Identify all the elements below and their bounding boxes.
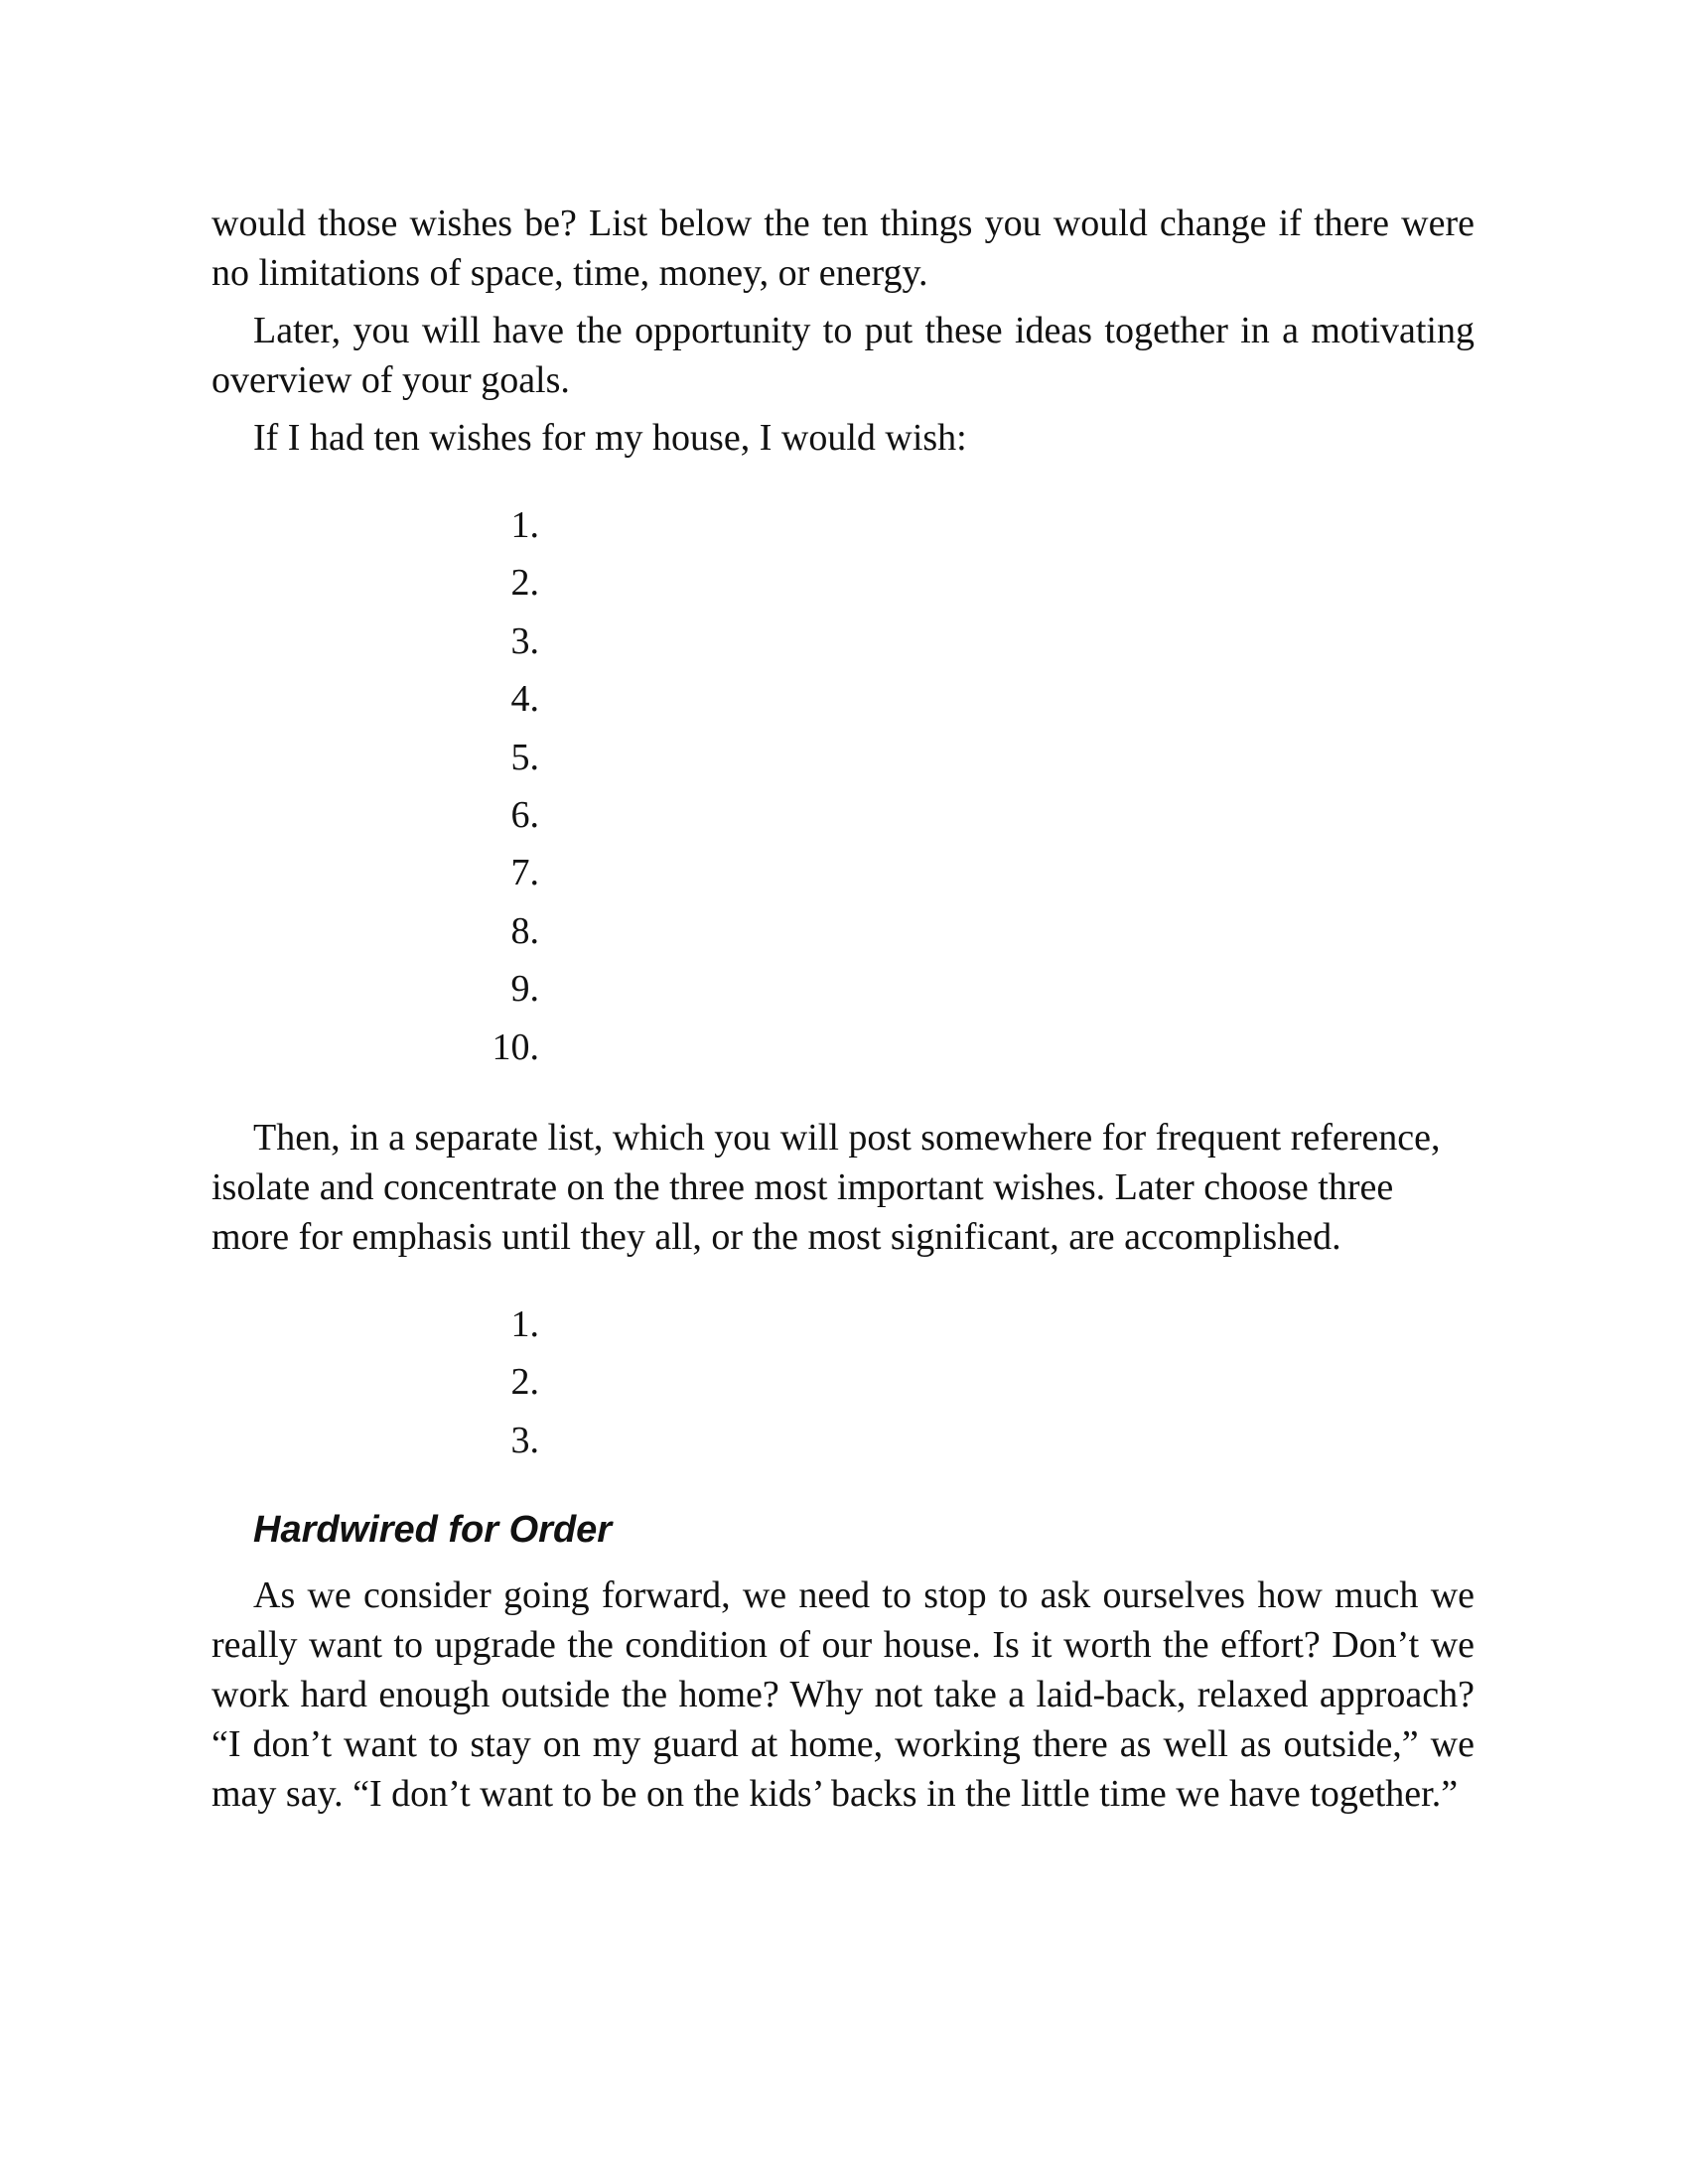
list-number: 10. <box>492 1025 539 1068</box>
list-item <box>211 786 1475 844</box>
list-item <box>211 1019 1475 1076</box>
list-number: 4. <box>510 678 539 721</box>
list-item <box>211 960 1475 1018</box>
list-number: 5. <box>510 736 539 778</box>
list-number: 7. <box>510 852 539 894</box>
list-item <box>211 1412 1475 1469</box>
document-page <box>211 199 1475 1819</box>
list-item <box>211 613 1475 670</box>
top-three-list <box>211 1296 1475 1469</box>
list-item <box>211 902 1475 960</box>
paragraph-wishes-intro: would those wishes be? List below the ten things you would change if there were no limitations of space, time, money, or energy. <box>211 203 1475 294</box>
paragraph-hardwired: As we consider going forward, we need to stop to ask ourselves how much we really want to upgrade the condition of our house. Is it worth the effort? Don’t we work hard enough outside the home? Why not take a laid-back, relaxed approach? “I don’t want to stay on my guard at home, working there as well as outside,” we may say. “I don’t want to be on the kids’ backs in the little time we have together.” <box>211 1574 1475 1816</box>
paragraph-later-opportunity: Later, you will have the opportunity to put these ideas together in a motivating overview of your goals. <box>211 310 1475 401</box>
paragraph-separate-list: Then, in a separate list, which you will post somewhere for frequent reference, isolate and concentrate on the three most important wishes. Later choose three more for emphasis until they all, or the most significant, are accomplished. <box>211 1116 1441 1258</box>
list-number: 2. <box>510 1361 539 1404</box>
list-number: 2. <box>510 562 539 605</box>
list-number: 6. <box>510 793 539 836</box>
list-item <box>211 729 1475 786</box>
paragraph-ten-wishes-prompt: If I had ten wishes for my house, I would wish: <box>253 417 967 459</box>
list-number: 9. <box>510 968 539 1011</box>
section-heading: Hardwired for Order <box>253 1509 613 1552</box>
list-number: 1. <box>510 1302 539 1345</box>
list-item <box>211 1353 1475 1411</box>
list-item <box>211 844 1475 901</box>
list-number: 3. <box>510 619 539 662</box>
list-item <box>211 1296 1475 1353</box>
list-number: 1. <box>510 504 539 546</box>
list-item <box>211 554 1475 612</box>
list-item <box>211 670 1475 728</box>
wish-list <box>211 496 1475 1076</box>
list-item <box>211 496 1475 554</box>
list-number: 3. <box>510 1419 539 1461</box>
list-number: 8. <box>510 909 539 952</box>
